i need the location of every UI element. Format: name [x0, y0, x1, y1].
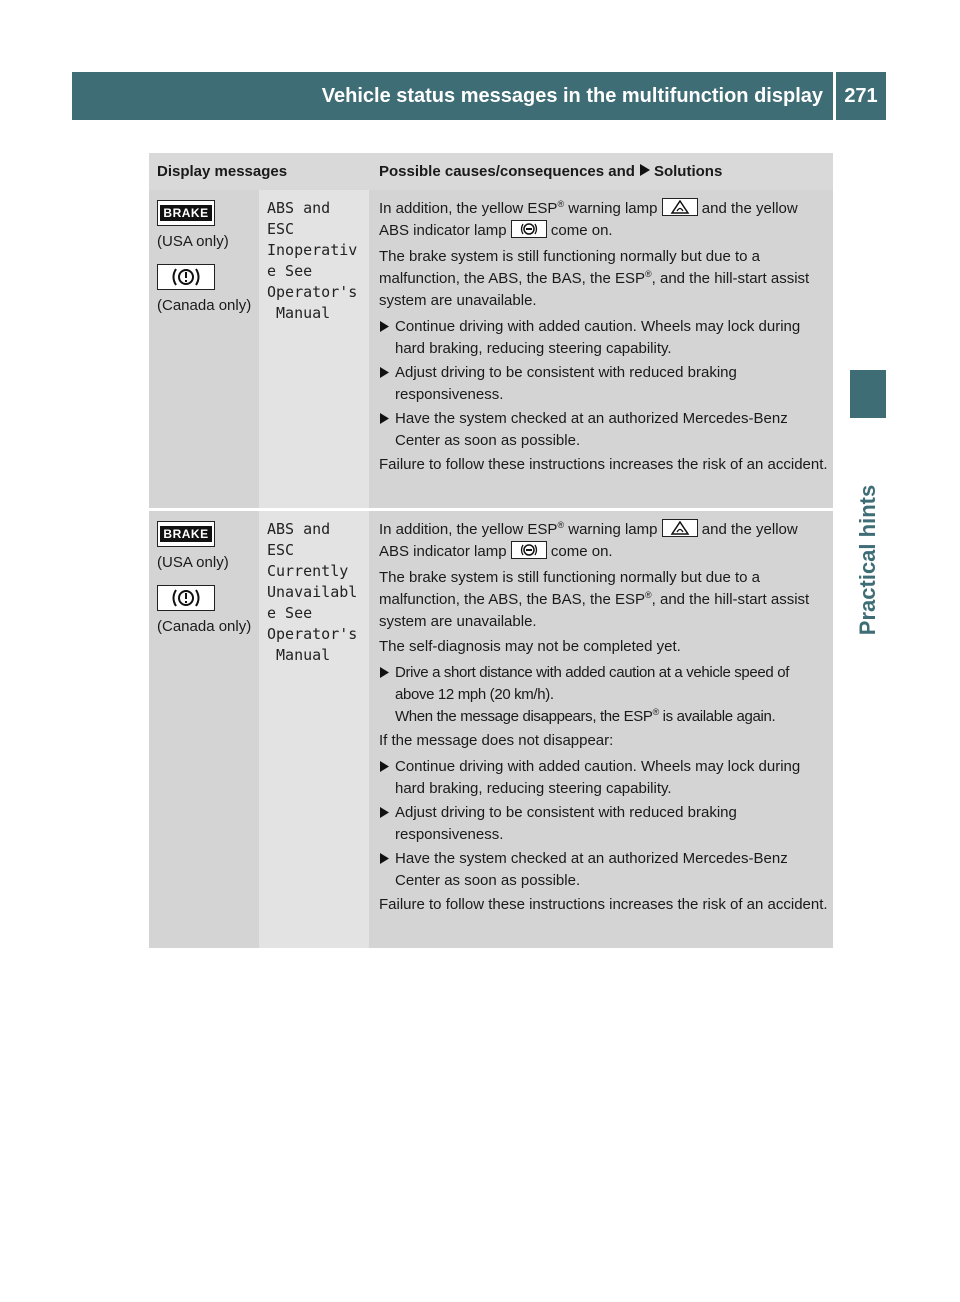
display-icons-cell [149, 511, 259, 948]
brake-warning-icon: BRAKE [157, 521, 215, 547]
list-item: Adjust driving to be consistent with reduced braking responsiveness. [379, 362, 829, 406]
table-header-row [149, 153, 833, 190]
play-arrow-icon [379, 662, 395, 728]
list-item: Continue driving with added caution. Wheels may lock during hard braking, reducing steering capability. [379, 316, 829, 360]
intro-text: In addition, the yellow ESP® warning lamp and the yellow ABS indicator lamp come on. [379, 199, 798, 239]
solutions-cell [369, 511, 833, 948]
esp-skid-warning-icon [662, 198, 698, 216]
col-header-display-messages: Display messages [157, 163, 288, 180]
play-arrow-icon [379, 316, 395, 360]
play-arrow-icon [379, 756, 395, 800]
solutions-cell [369, 190, 833, 508]
paragraph: The self-diagnosis may not be completed yet. [379, 638, 681, 655]
section-title: Vehicle status messages in the multifunction display [321, 84, 823, 107]
region-note: (USA only) [157, 233, 229, 250]
col-header-causes-solutions [369, 163, 833, 180]
play-arrow-icon [379, 408, 395, 452]
abs-circle-icon [157, 585, 215, 611]
col-header-solutions-text: Solutions [653, 163, 723, 180]
display-message-text: ABS and ESC Inoperativ e See Operator's Manual [267, 199, 358, 322]
brake-warning-icon: BRAKE [157, 200, 215, 226]
col-header-causes-text: Possible causes/consequences and [379, 163, 635, 180]
play-arrow-icon [379, 362, 395, 406]
region-note: (USA only) [157, 554, 229, 571]
chapter-tab-label: Practical hints [855, 484, 880, 636]
step-subnote: When the message disappears, the ESP® is available again. [395, 707, 776, 725]
abs-indicator-icon [511, 541, 547, 559]
esp-skid-warning-icon [662, 519, 698, 537]
play-arrow-icon [379, 802, 395, 846]
region-note: (Canada only) [157, 297, 252, 314]
list-item: Continue driving with added caution. Wheels may lock during hard braking, reducing steering capability. [379, 756, 829, 800]
paragraph: The brake system is still functioning normally but due to a malfunction, the ABS, the BAS, the ESP®, and the hill-start assist system are unavailable. [379, 248, 810, 309]
list-item: Drive a short distance with added caution at a vehicle speed of above 12 mph (20 km/h). When the message disappears, the ESP® is available again. [379, 662, 829, 728]
table-row [149, 190, 833, 511]
page-header [72, 72, 886, 120]
warning-footer: Failure to follow these instructions increases the risk of an accident. [379, 896, 828, 913]
play-arrow-icon [379, 848, 395, 892]
abs-indicator-icon [511, 220, 547, 238]
chapter-tab-marker [850, 370, 886, 418]
abs-circle-icon [157, 264, 215, 290]
play-arrow-icon [639, 163, 650, 180]
list-item: Have the system checked at an authorized Mercedes-Benz Center as soon as possible. [379, 848, 829, 892]
paragraph: If the message does not disappear: [379, 732, 614, 749]
warning-footer: Failure to follow these instructions increases the risk of an accident. [379, 456, 828, 473]
display-message-text: ABS and ESC Currently Unavailabl e See Operator's Manual [267, 520, 358, 664]
display-icons-cell [149, 190, 259, 508]
list-item: Have the system checked at an authorized Mercedes-Benz Center as soon as possible. [379, 408, 829, 452]
region-note: (Canada only) [157, 618, 252, 635]
status-messages-table [149, 153, 833, 951]
page-number: 271 [844, 84, 878, 107]
intro-text: In addition, the yellow ESP® warning lamp and the yellow ABS indicator lamp come on. [379, 520, 798, 560]
list-item: Adjust driving to be consistent with reduced braking responsiveness. [379, 802, 829, 846]
table-row [149, 511, 833, 951]
message-cell [259, 190, 369, 508]
message-cell [259, 511, 369, 948]
paragraph: The brake system is still functioning normally but due to a malfunction, the ABS, the BAS, the ESP®, and the hill-start assist system are unavailable. [379, 569, 810, 630]
